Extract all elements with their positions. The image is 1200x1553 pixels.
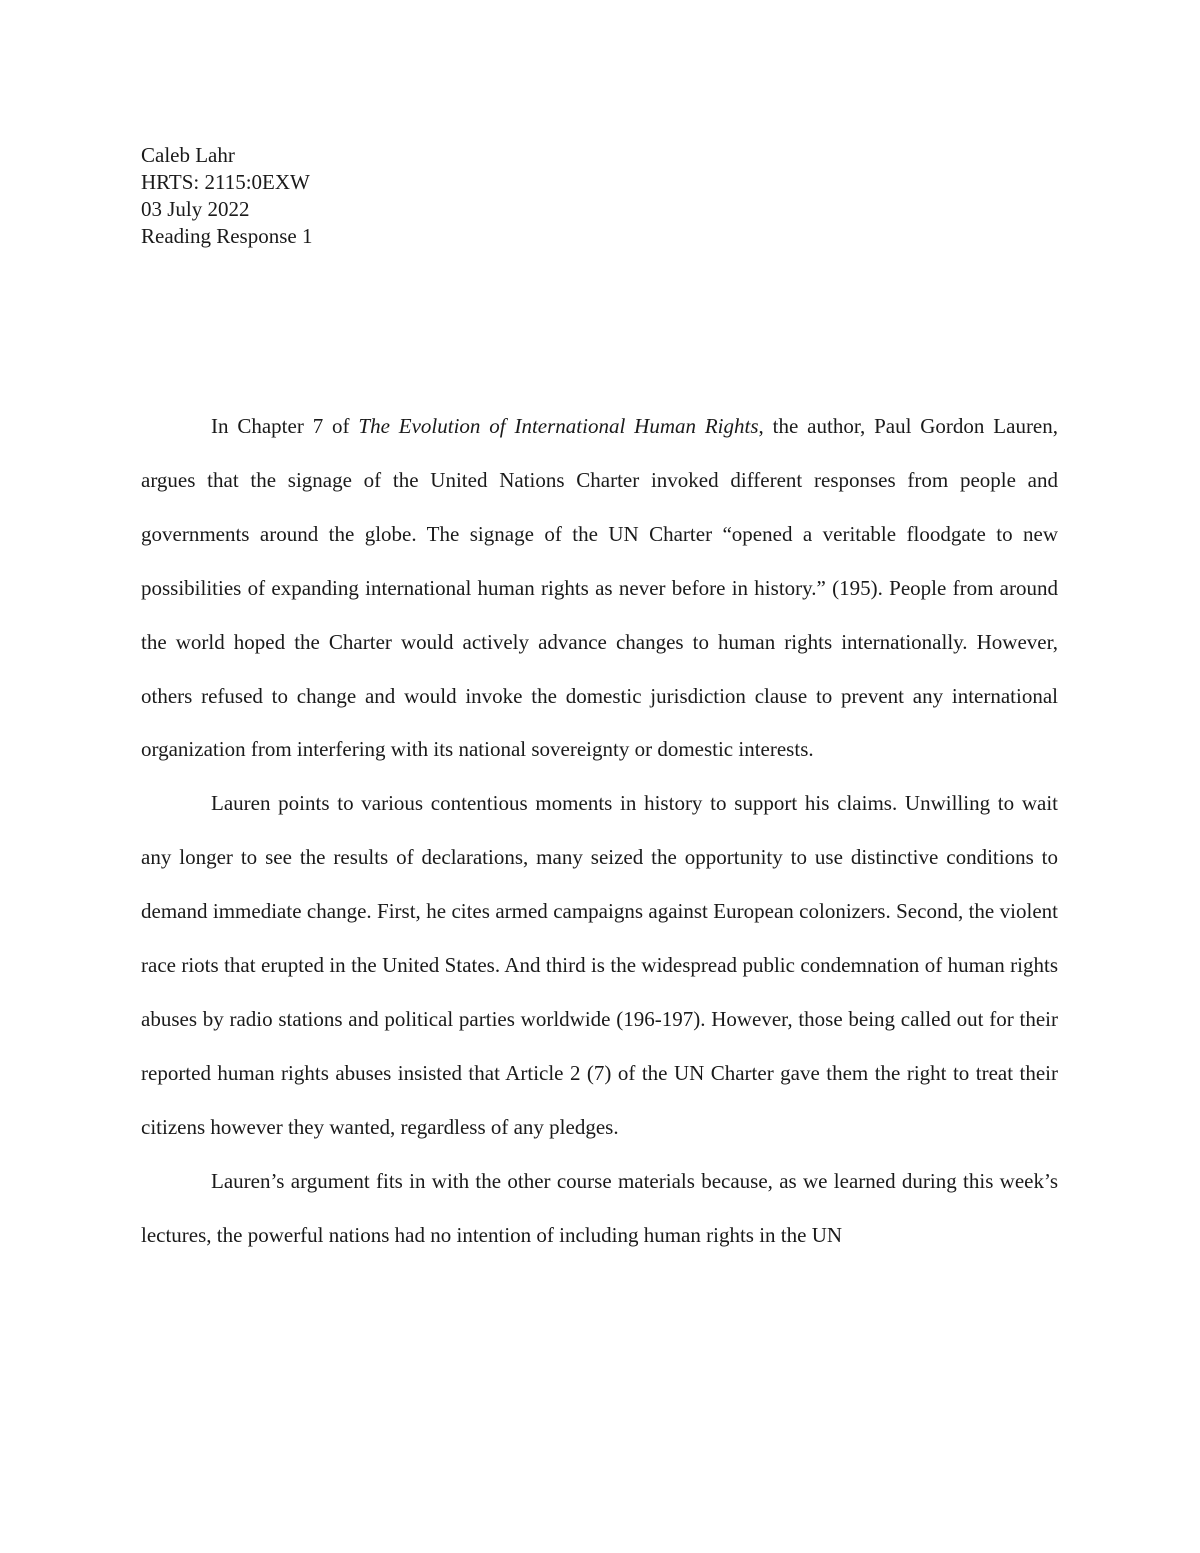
assignment-title: Reading Response 1 — [141, 224, 313, 248]
paragraph-2: Lauren points to various contentious moments in history to support his claims. Unwilling to wait any longer to see the results of declarations, many seized the opportunity to use distinctive conditions to demand immediate change. First, he cites armed campaigns against European colonizers. Second, the violent race riots that erupted in the United States. And third is the widespread public condemnation of human rights abuses by radio stations and political parties worldwide (196-197). However, those being called out for their reported human rights abuses insisted that Article 2 (7) of the UN Charter gave them the right to treat their citizens however they wanted, regardless of any pledges. — [141, 791, 1058, 1139]
paragraph-1-rest: , the author, Paul Gordon Lauren, argues that the signage of the United Nations Charter invoked different responses from people and governments around the globe. The signage of the UN Charter “opened a veritable floodgate to new possibilities of expanding international human rights as never before in history.” (195). People from around the world hoped the Charter would actively advance changes to human rights internationally. However, others refused to change and would invoke the domestic jurisdiction clause to prevent any international organization from interfering with its national sovereignty or domestic interests. — [141, 414, 1059, 762]
paragraph-1 — [141, 400, 1058, 777]
author-name: Caleb Lahr — [141, 143, 235, 167]
paragraph-1-lead: In Chapter 7 of — [211, 414, 359, 438]
document-body — [141, 400, 1058, 1263]
document-date: 03 July 2022 — [141, 197, 250, 221]
course-code: HRTS: 2115:0EXW — [141, 170, 310, 194]
document-header — [141, 142, 312, 250]
book-title: The Evolution of International Human Rights — [358, 414, 759, 438]
paragraph-3: Lauren’s argument fits in with the other course materials because, as we learned during this week’s lectures, the powerful nations had no intention of including human rights in the UN — [141, 1168, 1058, 1247]
